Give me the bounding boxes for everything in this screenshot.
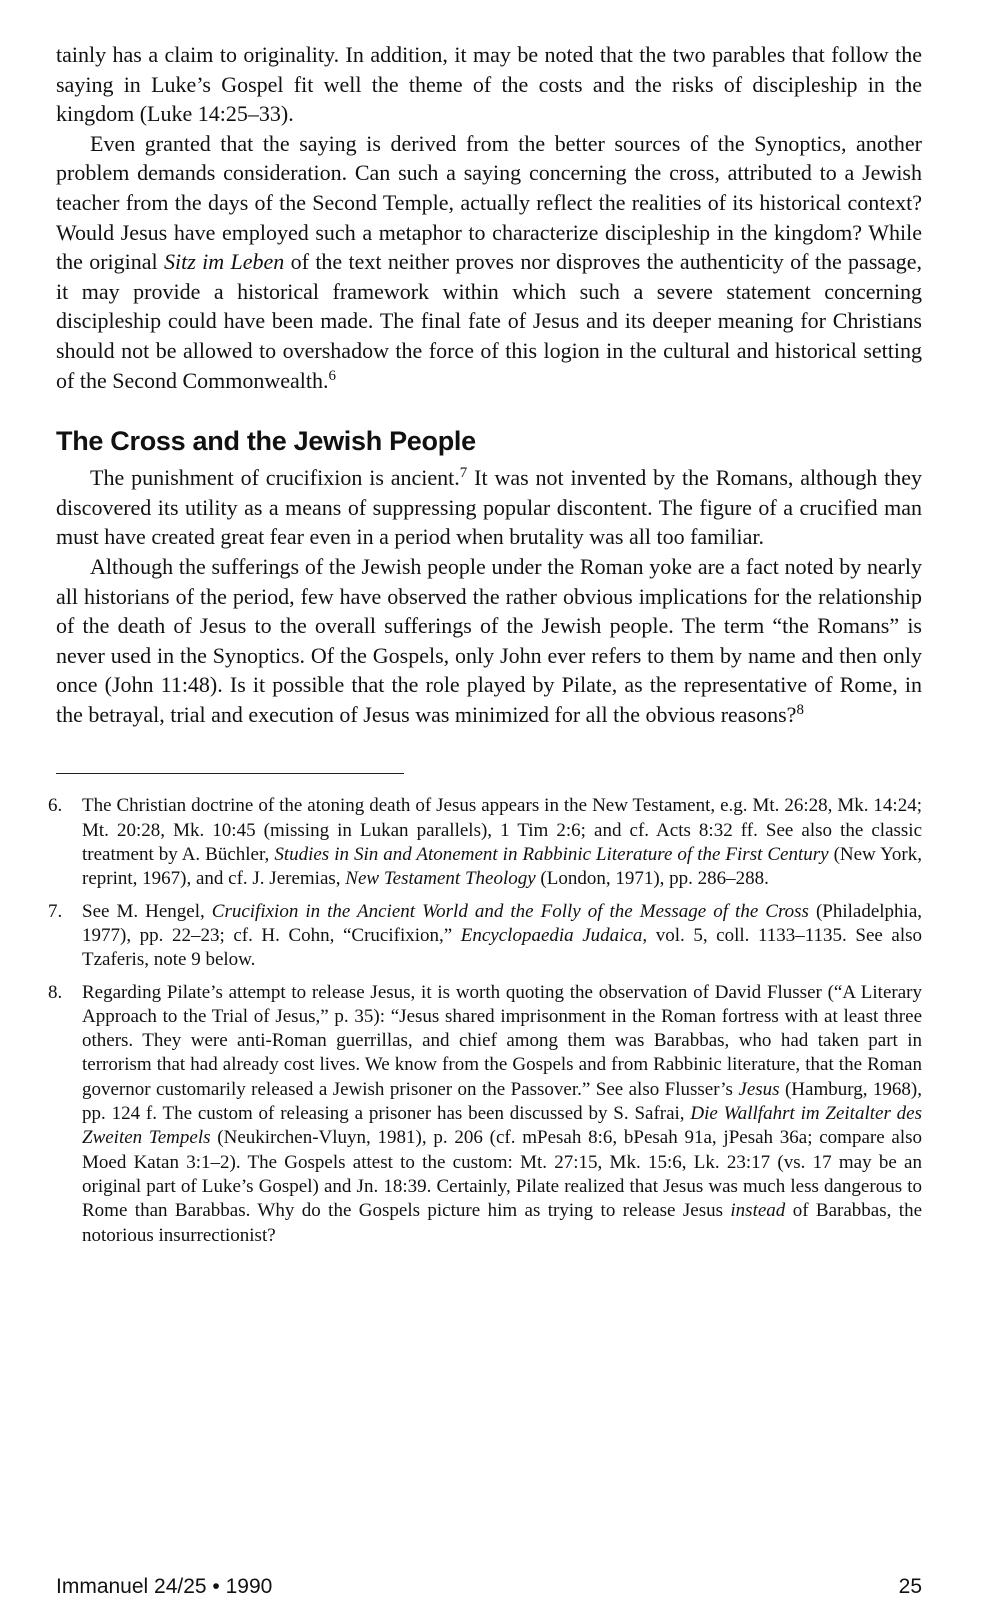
italic-text: Sitz im Leben bbox=[164, 249, 285, 275]
text-run: of the text neither proves nor disproves the authenticity of the passage, it may provide a historical framework within which such a severe statement concerning discipleship could have been made. The final fate of Jesus and its deeper meaning for Christians should not be allowed to overshadow the force of this logion in the cultural and historical setting of the Second Commonwealth. bbox=[56, 249, 922, 393]
footnotes bbox=[48, 794, 923, 1247]
page-content bbox=[48, 40, 923, 1256]
footnote-number: 7. bbox=[48, 900, 63, 922]
text-run: (New York, reprint, 1967), and cf. J. Jeremias, bbox=[82, 844, 922, 890]
text-run: Although the sufferings of the Jewish people under the Roman yoke are a fact noted by nearly all historians of the period, few have observed the rather obvious implications for the relationship of the death of Jesus to the overall sufferings of the Jewish people. The term “the Romans” is never used in the Synoptics. Of the Gospels, only John ever refers to them by name and then only once (John 11:48). Is it possible that the role played by Pilate, as the representative of Rome, in the betrayal, trial and execution of Jesus was minimized for all the obvious reasons? bbox=[56, 553, 922, 727]
paragraph bbox=[56, 129, 922, 395]
text-run: tainly has a claim to originality. In addition, it may be noted that the two parables that follow the saying in Luke’s Gospel fit well the theme of the costs and the risks of discipleship in the kingdom (Luke 14:25–33). bbox=[56, 42, 922, 127]
text-run: (London, 1971), pp. 286–288. bbox=[535, 868, 769, 890]
page-number: 25 bbox=[898, 1575, 922, 1598]
body-text-section bbox=[56, 463, 922, 729]
italic-text: Encyclopaedia Judaica bbox=[460, 924, 643, 946]
text-run: (Neukirchen-Vluyn, 1981), p. 206 (cf. mPesah 8:6, bPesah 91a, jPesah 36a; compare also Moed Katan 3:1–2). The Gospels attest to the custom: Mt. 27:15, Mk. 15:6, Lk. 23:17 (vs. 17 may be an original part of Luke’s Gospel) and Jn. 18:39. Certainly, Pilate realized that Jesus was much less dangerous to Rome than Barabbas. Why do the Gospels picture him as trying to release Jesus bbox=[82, 1127, 923, 1222]
text-run: See M. Hengel, bbox=[82, 900, 212, 922]
footnote-8 bbox=[48, 981, 923, 1248]
page-footer bbox=[56, 1575, 922, 1599]
text-run: The punishment of crucifixion is ancient. bbox=[90, 465, 460, 491]
text-run: The Christian doctrine of the atoning death of Jesus appears in the New Testament, e.g. Mt. 26:28, Mk. 14:24; Mt. 20:28, Mk. 10:45 (missing in Lukan parallels), 1 Tim 2:6; and cf. Acts 8:32 ff. See also the classic treatment by A. Büchler, bbox=[82, 795, 922, 866]
text-run: of Barabbas, the notorious insurrectionist? bbox=[82, 1200, 922, 1246]
italic-text: Die Wallfahrt im Zeitalter des Zweiten Tempels bbox=[82, 1103, 922, 1149]
italic-text: New Testament Theology bbox=[345, 868, 536, 890]
paragraph bbox=[56, 463, 922, 552]
footnote-number: 8. bbox=[48, 981, 63, 1003]
footnote-divider bbox=[56, 773, 404, 774]
footnote-reference: 7 bbox=[459, 465, 468, 482]
footnote-7 bbox=[48, 900, 922, 973]
paragraph bbox=[56, 552, 922, 730]
footnote-reference: 8 bbox=[796, 701, 804, 718]
text-run: (Hamburg, 1968), pp. 124 f. The custom of releasing a prisoner has been discussed by S. Safrai, bbox=[82, 1078, 922, 1125]
text-run: , vol. 5, coll. 1133–1135. See also Tzaferis, note 9 below. bbox=[82, 924, 922, 971]
italic-text: Studies in Sin and Atonement in Rabbinic Literature of the First Century bbox=[274, 844, 829, 866]
footnote-text bbox=[82, 901, 922, 971]
paragraph bbox=[56, 40, 922, 129]
footnote-number: 6. bbox=[48, 795, 63, 817]
body-text-top bbox=[56, 40, 922, 395]
italic-text: instead bbox=[730, 1200, 786, 1222]
footnote-reference: 6 bbox=[328, 367, 337, 384]
footnote-text bbox=[82, 982, 922, 1246]
journal-citation: Immanuel 24/25 • 1990 bbox=[56, 1575, 273, 1598]
footnote-6 bbox=[48, 794, 922, 891]
footnote-text bbox=[82, 795, 922, 889]
italic-text: Jesus bbox=[738, 1078, 780, 1100]
section-heading: The Cross and the Jewish People bbox=[56, 426, 476, 457]
text-run: (Philadelphia, 1977), pp. 22–23; cf. H. Cohn, “Crucifixion,” bbox=[82, 900, 922, 946]
italic-text: Crucifixion in the Ancient World and the Folly of the Message of the Cross bbox=[211, 900, 809, 922]
text-run: Even granted that the saying is derived from the better sources of the Synoptics, another problem demands consideration. Can such a saying concerning the cross, attributed to a Jewish teacher from the days of the Second Temple, actually reflect the realities of its historical context? Would Jesus have employed such a metaphor to characterize discipleship in the kingdom? While the original bbox=[56, 130, 922, 275]
text-run: Regarding Pilate’s attempt to release Jesus, it is worth quoting the observation of David Flusser (“A Literary Approach to the Trial of Jesus,” p. 35): “Jesus shared imprisonment in the Roman fortress with at least three others. They were anti-Roman guerrillas, and chief among them was Barabbas, who had taken part in terrorism that had already cost lives. We know from the Gospels and from Rabbinic literature, that the Roman governor customarily released a Jewish prisoner on the Passover.” See also Flusser’s bbox=[82, 981, 922, 1100]
text-run: It was not invented by the Romans, although they discovered its utility as a means of suppressing popular discontent. The figure of a crucified man must have created great fear even in a period when brutality was all too familiar. bbox=[56, 465, 923, 550]
